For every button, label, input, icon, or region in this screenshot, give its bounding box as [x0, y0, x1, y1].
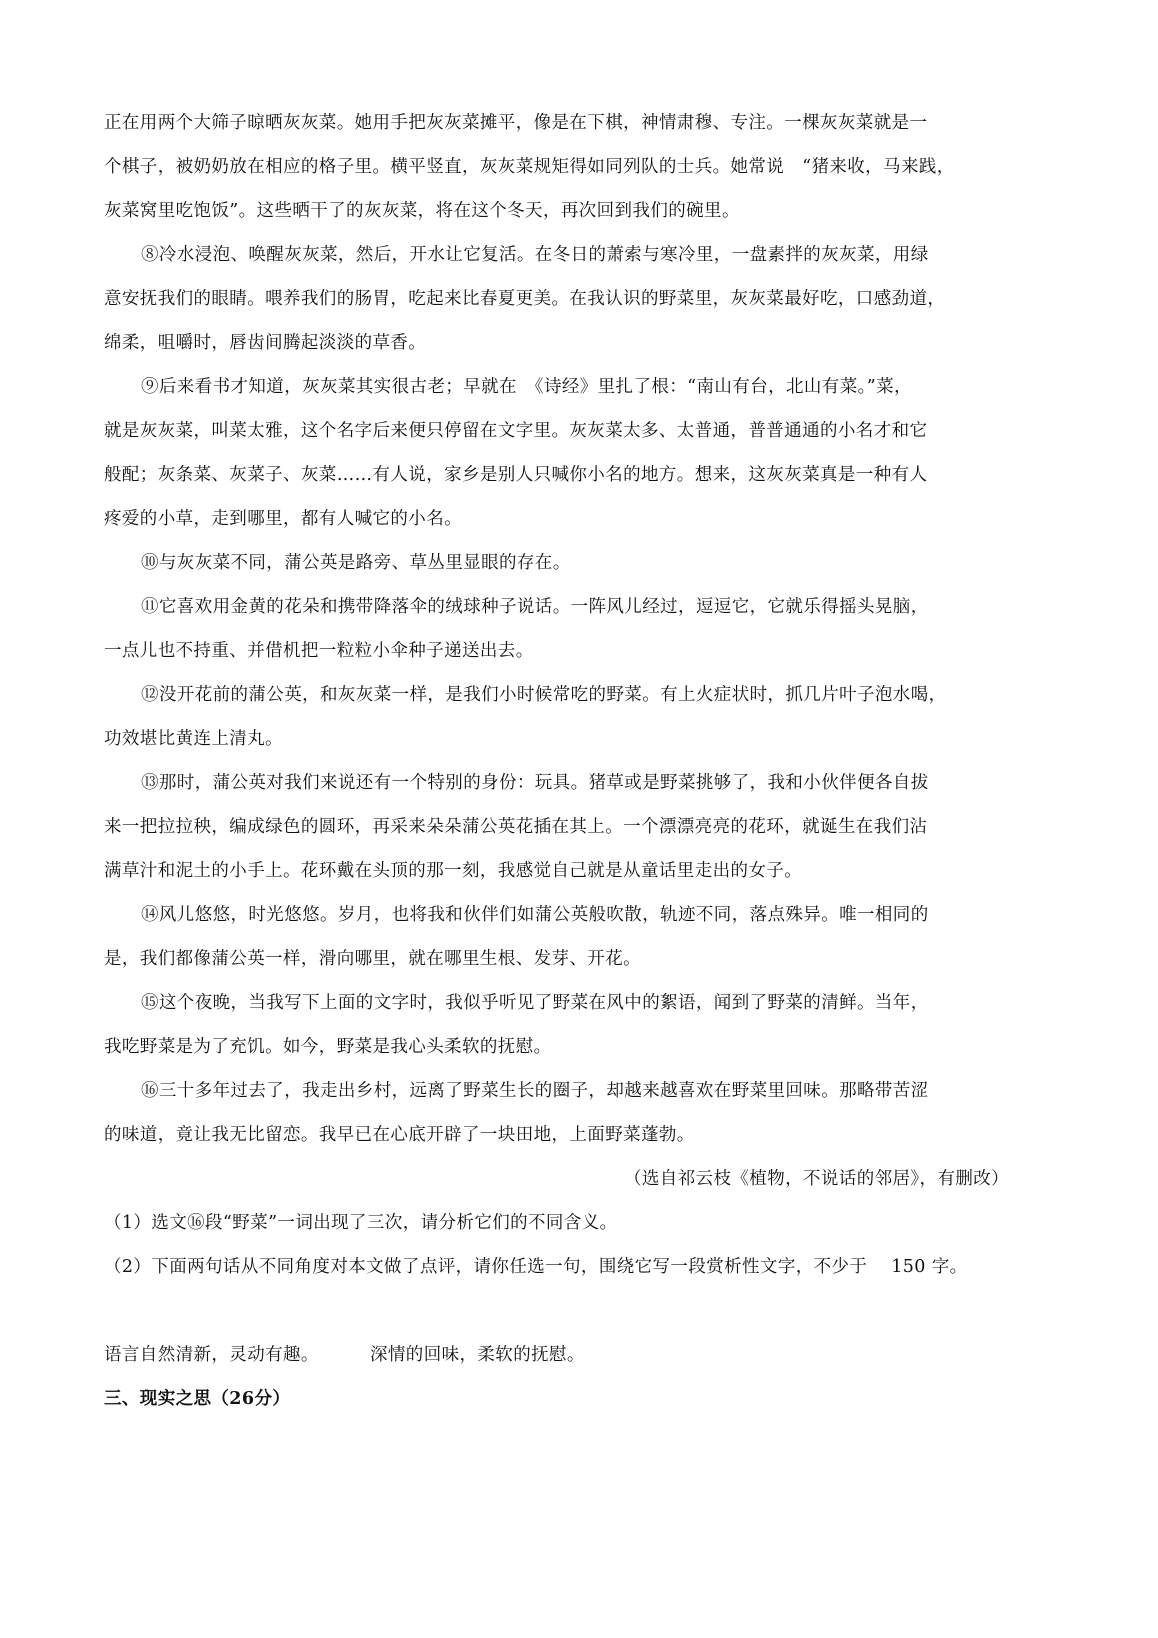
question-1: （1）选文⑯段“野菜”一词出现了三次，请分析它们的不同含义。: [104, 1213, 618, 1233]
text-line: 一点儿也不持重、并借机把一粒粒小伞种子递送出去。: [104, 641, 534, 661]
text-line: 功效堪比黄连上清丸。: [104, 729, 283, 749]
text-line: 疼爱的小草，走到哪里，都有人喊它的小名。: [104, 509, 462, 529]
paragraph-16-start: ⑯三十多年过去了，我走出乡村，远离了野菜生长的圈子，却越来越喜欢在野菜里回味。那略带苦涩: [141, 1081, 929, 1101]
text-line: 的味道，竟让我无比留恋。我早已在心底开辟了一块田地，上面野菜蓬勃。: [104, 1125, 695, 1145]
paragraph-11-start: ⑪它喜欢用金黄的花朵和携带降落伞的绒球种子说话。一阵风儿经过，逗逗它，它就乐得摇头晃脑，: [141, 597, 929, 617]
text-line: 个棋子，被奶奶放在相应的格子里。横平竖直，灰灰菜规矩得如同列队的士兵。她常说 “猪来收，马来践，: [104, 157, 955, 177]
text-line: 意安抚我们的眼睛。喂养我们的肠胃，吃起来比春夏更美。在我认识的野菜里，灰灰菜最好吃，口感劲道，: [104, 289, 946, 309]
comment-option-1: 语言自然清新，灵动有趣。: [104, 1345, 319, 1365]
paragraph-12-start: ⑫没开花前的蒲公英，和灰灰菜一样，是我们小时候常吃的野菜。有上火症状时，抓几片叶子泡水喝，: [141, 685, 947, 705]
paragraph-10: ⑩与灰灰菜不同，蒲公英是路旁、草丛里显眼的存在。: [141, 553, 571, 573]
paragraph-8-start: ⑧冷水浸泡、唤醒灰灰菜，然后，开水让它复活。在冬日的萧索与寒冷里，一盘素拌的灰灰菜，用绿: [141, 245, 929, 265]
paragraph-13-start: ⑬那时，蒲公英对我们来说还有一个特别的身份：玩具。猪草或是野菜挑够了，我和小伙伴便各自拔: [141, 773, 929, 793]
text-line: 绵柔，咀嚼时，唇齿间腾起淡淡的草香。: [104, 333, 427, 353]
paragraph-9-start: ⑨后来看书才知道，灰灰菜其实很古老；早就在 《诗经》里扎了根：“南山有台，北山有菜。”菜，: [141, 377, 912, 397]
text-line: 是，我们都像蒲公英一样，滑向哪里，就在哪里生根、发芽、开花。: [104, 949, 641, 969]
source-citation: （选自祁云枝《植物，不说话的邻居》，有删改）: [624, 1169, 1010, 1189]
text-line: 满草汁和泥土的小手上。花环戴在头顶的那一刻，我感觉自己就是从童话里走出的女子。: [104, 861, 803, 881]
text-line: 就是灰灰菜，叫菜太雅，这个名字后来便只停留在文字里。灰灰菜太多、太普通，普普通通的小名才和它: [104, 421, 928, 441]
text-line: 般配；灰条菜、灰菜子、灰菜……有人说，家乡是别人只喊你小名的地方。想来，这灰灰菜真是一种有人: [104, 465, 928, 485]
question-2: （2）下面两句话从不同角度对本文做了点评，请你任选一句，围绕它写一段赏析性文字，不少于 150 字。: [104, 1257, 968, 1277]
text-line: 正在用两个大筛子晾晒灰灰菜。她用手把灰灰菜摊平，像是在下棋，神情肃穆、专注。一棵灰灰菜就是一: [104, 113, 928, 133]
text-line: 灰菜窝里吃饱饭”。这些晒干了的灰灰菜，将在这个冬天，再次回到我们的碗里。: [104, 201, 740, 221]
paragraph-14-start: ⑭风儿悠悠，时光悠悠。岁月，也将我和伙伴们如蒲公英般吹散，轨迹不同，落点殊异。唯一相同的: [141, 905, 929, 925]
paragraph-15-start: ⑮这个夜晚，当我写下上面的文字时，我似乎听见了野菜在风中的絮语，闻到了野菜的清鲜。当年，: [141, 993, 929, 1013]
comment-option-2: 深情的回味，柔软的抚慰。: [370, 1345, 585, 1365]
text-line: 来一把拉拉秧，编成绿色的圆环，再采来朵朵蒲公英花插在其上。一个漂漂亮亮的花环，就诞生在我们沾: [104, 817, 928, 837]
section-heading: 三、现实之思（26分）: [104, 1389, 291, 1409]
text-line: 我吃野菜是为了充饥。如今，野菜是我心头柔软的抚慰。: [104, 1037, 552, 1057]
